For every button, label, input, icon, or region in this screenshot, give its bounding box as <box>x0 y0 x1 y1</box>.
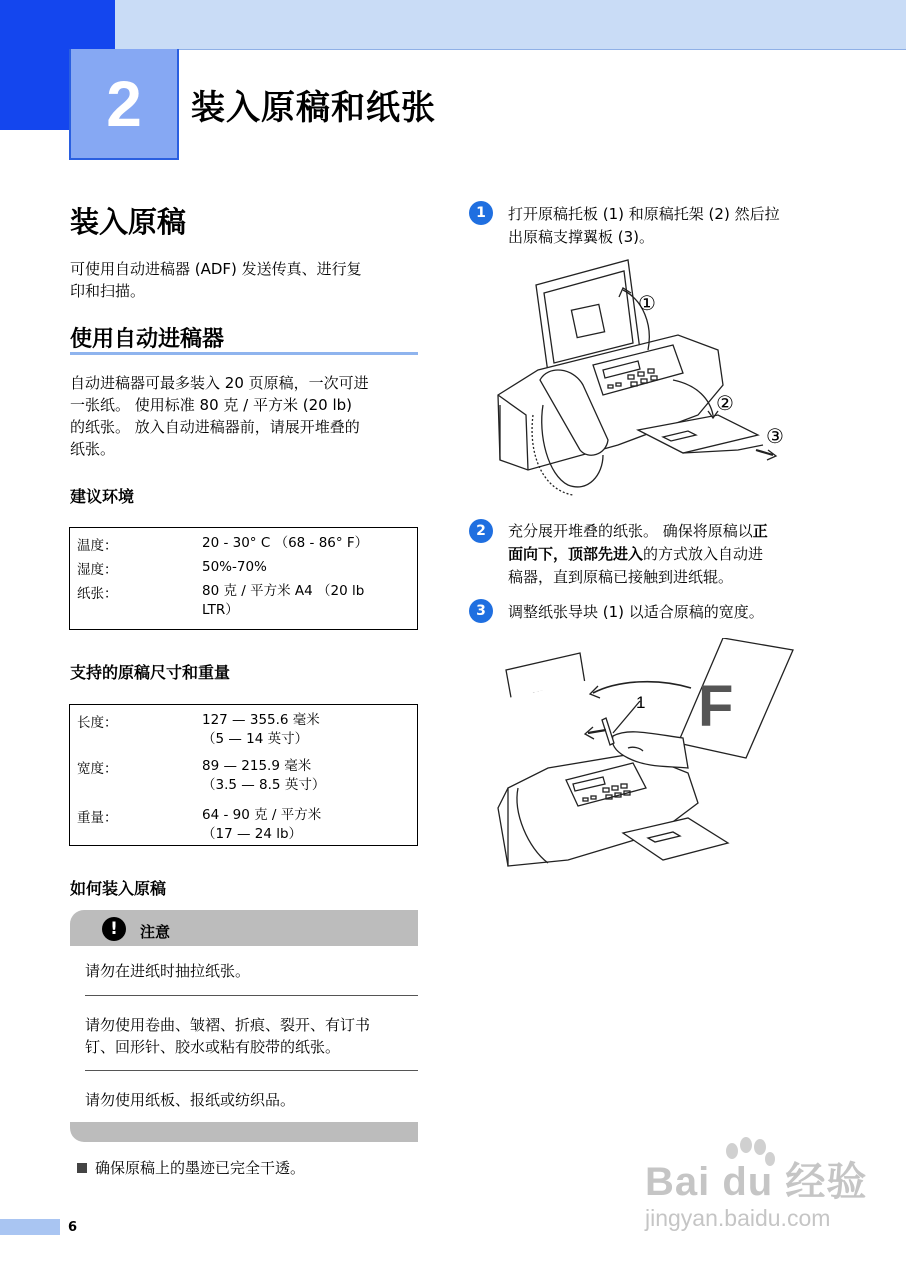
fax-tray-illustration <box>488 255 798 500</box>
paper-guide-illustration <box>488 638 808 878</box>
row-key: 宽度： <box>77 761 118 777</box>
step-text: 充分展开堆叠的纸张。 确保将原稿以正 面向下，顶部先进入的方式放入自动进 稿器，直到原稿已接触到进纸辊。 <box>508 522 768 586</box>
step-text: 调整纸张导块 (1) 以适合原稿的宽度。 <box>508 603 764 621</box>
row-value: 20 - 30° C （68 - 86° F） <box>202 535 369 551</box>
step-number: 3 <box>469 599 493 623</box>
divider <box>85 1070 418 1071</box>
watermark-url: jingyan.baidu.com <box>645 1205 831 1231</box>
caution-item: 请勿使用卷曲、皱褶、折痕、裂开、有订书 钉、回形针、胶水或粘有胶带的纸张。 <box>85 1016 371 1056</box>
row-key: 湿度： <box>77 562 118 578</box>
caution-item: 请勿使用纸板、报纸或纺织品。 <box>85 1091 296 1109</box>
footer-bar <box>0 1219 60 1235</box>
row-key: 纸张： <box>77 586 118 602</box>
body-line: 的纸张。 放入自动进稿器前，请展开堆叠的 <box>70 418 360 436</box>
bullet-square-icon <box>77 1163 87 1173</box>
row-value: 50%-70% <box>202 559 267 575</box>
section-intro <box>70 258 362 302</box>
row-value: 127 — 355.6 毫米 （5 — 14 英寸） <box>202 712 320 747</box>
sizes-heading: 支持的原稿尺寸和重量 <box>70 663 231 682</box>
header-bar <box>115 0 906 50</box>
exclamation-icon: ! <box>102 917 126 941</box>
row-key: 长度： <box>77 715 118 731</box>
callout-3: ③ <box>766 426 784 448</box>
chapter-title: 装入原稿和纸张 <box>191 88 436 128</box>
page-number: 6 <box>68 1220 78 1235</box>
bullet-text: 确保原稿上的墨迹已完全干透。 <box>95 1159 306 1177</box>
chapter-number: 2 <box>69 49 179 160</box>
watermark-brand: Bai du 经验 <box>645 1160 868 1204</box>
row-key: 温度： <box>77 538 118 554</box>
row-key: 重量： <box>77 810 118 826</box>
caution-item: 请勿在进纸时抽拉纸张。 <box>85 962 251 980</box>
row-value: 80 克 / 平方米 A4 （20 lb LTR） <box>202 583 365 618</box>
step-number: 2 <box>469 519 493 543</box>
intro-line: 印和扫描。 <box>70 282 146 300</box>
env-table <box>69 527 418 630</box>
callout-2: ② <box>716 393 734 415</box>
callout-1: 1 <box>636 693 646 712</box>
section-title: 装入原稿 <box>70 205 187 239</box>
body-line: 自动进稿器可最多装入 20 页原稿，一次可进 <box>70 374 369 392</box>
row-value: 89 — 215.9 毫米 （3.5 — 8.5 英寸） <box>202 758 326 793</box>
body-line: 一张纸。 使用标准 80 克 / 平方米 (20 lb) <box>70 396 352 414</box>
sizes-table <box>69 704 418 846</box>
intro-line: 可使用自动进稿器 (ADF) 发送传真、进行复 <box>70 260 362 278</box>
sheet-letter: F <box>698 674 734 739</box>
step-text: 打开原稿托板 (1) 和原稿托架 (2) 然后拉 出原稿支撑翼板 (3)。 <box>508 205 780 246</box>
env-heading: 建议环境 <box>70 487 135 506</box>
row-value: 64 - 90 克 / 平方米 （17 — 24 lb） <box>202 807 322 842</box>
howto-heading: 如何装入原稿 <box>70 879 167 898</box>
subsection-body <box>70 372 369 460</box>
subsection-rule <box>70 352 418 355</box>
subsection-title: 使用自动进稿器 <box>70 327 225 352</box>
step-number: 1 <box>469 201 493 225</box>
caution-footer <box>70 1122 418 1142</box>
body-line: 纸张。 <box>70 440 116 458</box>
caution-label: 注意 <box>140 923 171 941</box>
callout-1: ① <box>638 293 656 315</box>
divider <box>85 995 418 996</box>
